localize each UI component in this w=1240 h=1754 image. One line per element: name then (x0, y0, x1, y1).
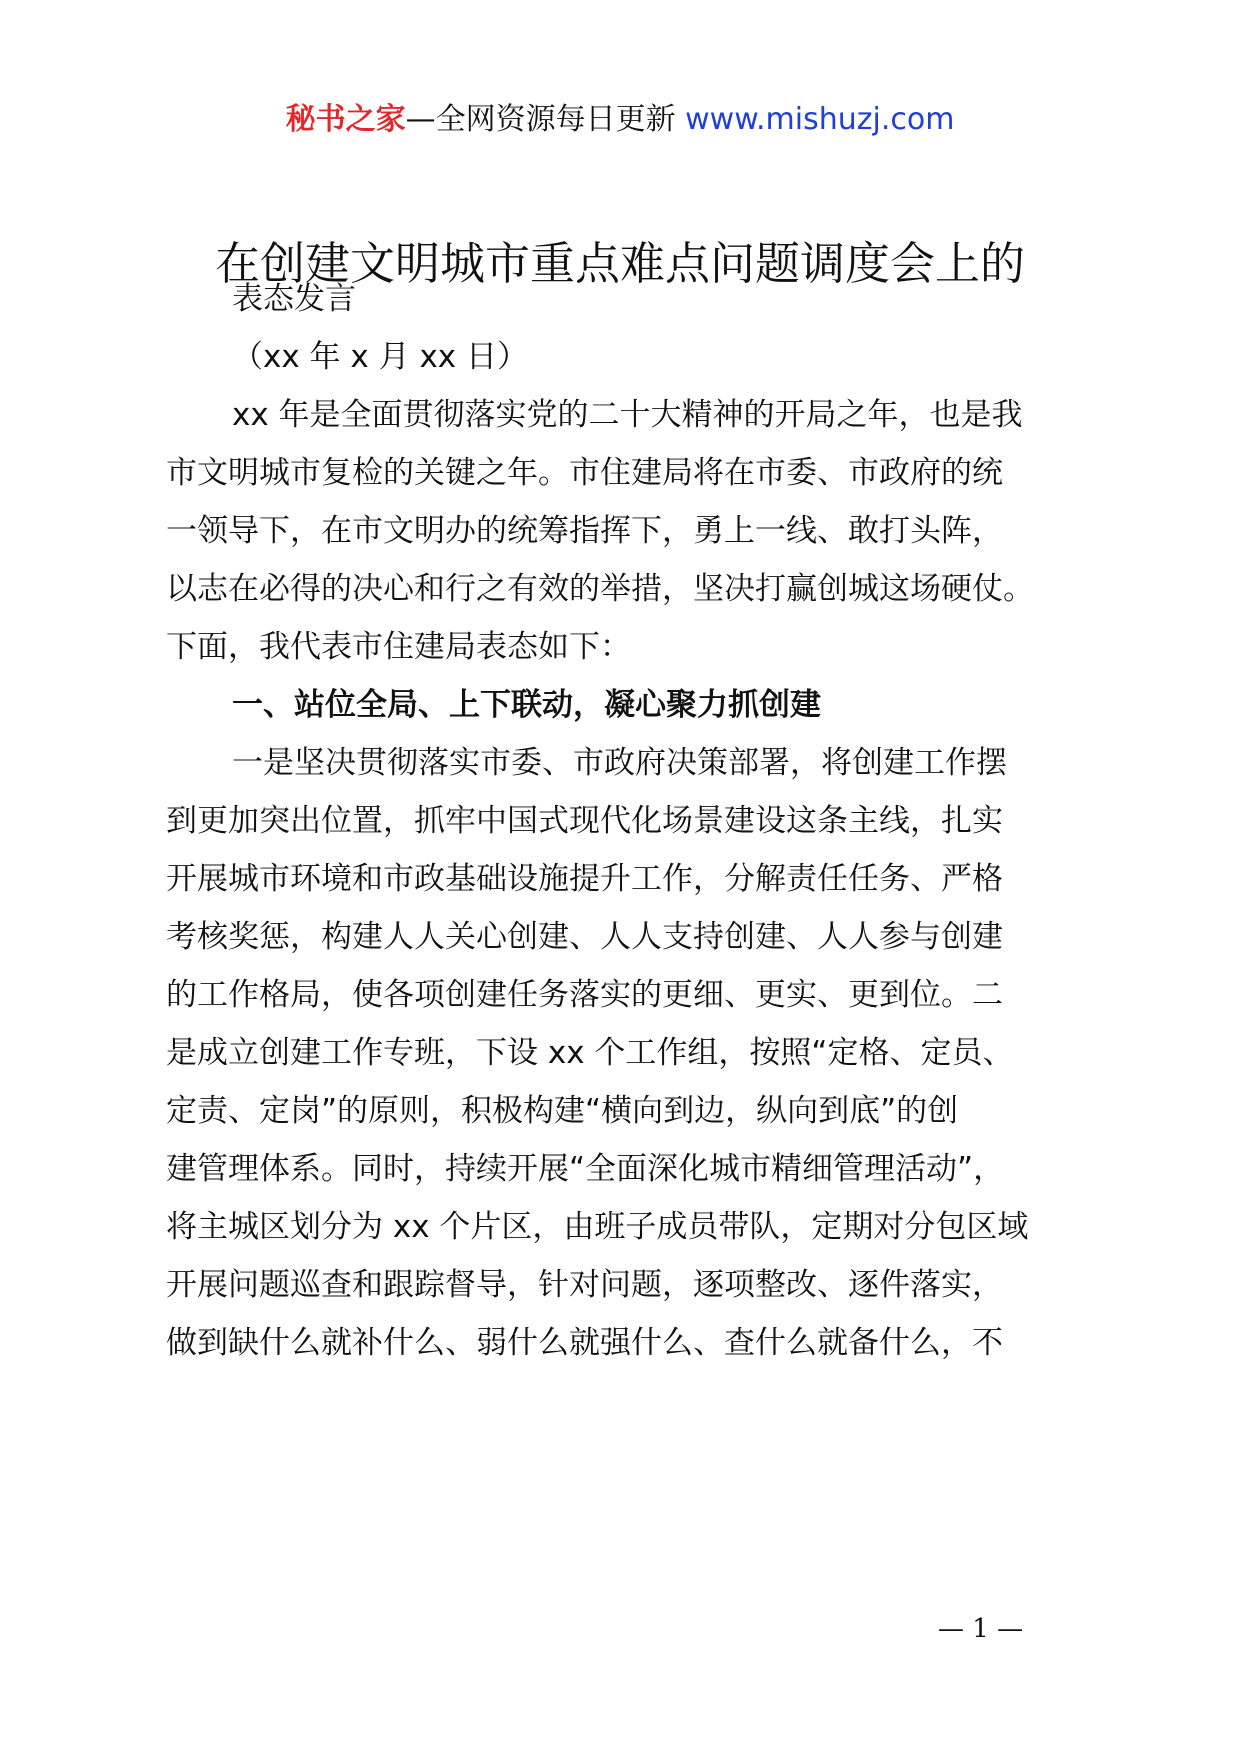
site-url-link[interactable]: www.mishuzj.com (685, 102, 955, 137)
page-number: — 1 — (938, 1614, 1024, 1644)
body-line: 下面，我代表市住建局表态如下： (166, 629, 631, 665)
document-title: 在创建文明城市重点难点问题调度会上的 (214, 237, 1025, 290)
body-line: 定责、定岗”的原则，积极构建“横向到边，纵向到底”的创 (166, 1093, 959, 1129)
site-header (0, 100, 1240, 140)
body-line: 考核奖惩，构建人人关心创建、人人支持创建、人人参与创建 (166, 919, 1003, 955)
body-line: 做到缺什么就补什么、弱什么就强什么、查什么就备什么，不 (166, 1325, 1003, 1361)
body-line: 一领导下，在市文明办的统筹指挥下，勇上一线、敢打头阵， (166, 513, 1003, 549)
body-line: 以志在必得的决心和行之有效的举措，坚决打赢创城这场硬仗。 (166, 571, 1034, 607)
body-line: 的工作格局，使各项创建任务落实的更细、更实、更到位。二 (166, 977, 1003, 1013)
body-line: 建管理体系。同时，持续开展“全面深化城市精细管理活动”， (166, 1151, 1005, 1187)
body-line: xx 年是全面贯彻落实党的二十大精神的开局之年，也是我 (232, 397, 1023, 433)
brand-name: 秘书之家 (285, 102, 406, 137)
body-line: 开展城市环境和市政基础设施提升工作，分解责任任务、严格 (166, 861, 1003, 897)
section-heading: 一、站位全局、上下联动，凝心聚力抓创建 (232, 687, 821, 723)
body-line: 市文明城市复检的关键之年。市住建局将在市委、市政府的统 (166, 455, 1003, 491)
body-line: 是成立创建工作专班，下设 xx 个工作组，按照“定格、定员、 (166, 1035, 1014, 1071)
body-line: 一是坚决贯彻落实市委、市政府决策部署，将创建工作摆 (232, 745, 1007, 781)
document-subtitle: 表态发言 (232, 281, 356, 317)
body-line: 将主城区划分为 xx 个片区，由班子成员带队，定期对分包区域 (166, 1209, 1029, 1245)
body-line: 开展问题巡查和跟踪督导，针对问题，逐项整改、逐件落实， (166, 1267, 1003, 1303)
body-line: 到更加突出位置，抓牢中国式现代化场景建设这条主线，扎实 (166, 803, 1003, 839)
site-slogan: —全网资源每日更新 (405, 102, 686, 137)
document-date: （xx 年 x 月 xx 日） (232, 339, 528, 375)
